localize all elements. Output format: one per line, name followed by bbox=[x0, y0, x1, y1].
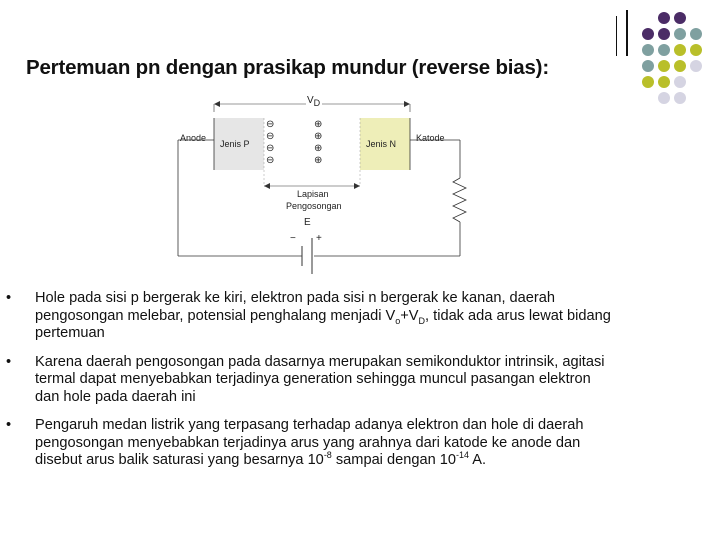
bullet-item-1 bbox=[6, 290, 618, 343]
bullet-list bbox=[6, 290, 618, 481]
bullet-item-3 bbox=[6, 417, 618, 470]
decorative-dot bbox=[674, 92, 686, 104]
decorative-dot bbox=[674, 76, 686, 88]
decorative-dot bbox=[642, 76, 654, 88]
positive-ion-row: ⊕ bbox=[314, 143, 327, 154]
decorative-dot bbox=[658, 76, 670, 88]
decorative-dot bbox=[642, 44, 654, 56]
decorative-dot bbox=[690, 28, 702, 40]
decorative-dot bbox=[674, 28, 686, 40]
vd-label: $V_D$ bbox=[307, 95, 321, 108]
n-side-charges bbox=[314, 118, 360, 170]
decorative-dot bbox=[690, 60, 702, 72]
decorative-dot bbox=[658, 60, 670, 72]
page-title: Pertemuan pn dengan prasikap mundur (reverse bias): bbox=[26, 56, 549, 79]
bullet-3-text: Pengaruh medan listrik yang terpasang terhadap adanya elektron dan hole di daerah pengosongan menyebabkan terjadinya arus yang arahnya dari katode ke anode dan disebut arus balik saturasi yang besarnya $10^{-8}$ sampai dengan $10^{-14}$ A. bbox=[35, 417, 584, 468]
decorative-dot bbox=[690, 44, 702, 56]
pn-junction-diagram bbox=[170, 90, 480, 280]
bullet-2-text: Karena daerah pengosongan pada dasarnya merupakan semikonduktor intrinsik, agitasi termal dapat menyebabkan terjadinya generation sehingga muncul pasangan elektron dan hole pada daerah ini bbox=[35, 353, 605, 405]
decorative-dot bbox=[658, 12, 670, 24]
anode-label: Anode bbox=[180, 133, 207, 143]
n-type-label: Jenis N bbox=[366, 139, 397, 149]
decorative-dot bbox=[642, 28, 654, 40]
negative-ion-row: ⊖ bbox=[266, 131, 279, 142]
depletion-label-line1: Lapisan bbox=[297, 189, 329, 199]
depletion-label-line2: Pengosongan bbox=[286, 201, 342, 211]
p-side-charges bbox=[266, 118, 312, 170]
depletion-arrow-left bbox=[264, 183, 270, 189]
vd-arrow-left bbox=[214, 101, 220, 107]
decorative-dot-grid bbox=[640, 10, 720, 120]
depletion-arrow-right bbox=[354, 183, 360, 189]
divider-line-right bbox=[626, 10, 628, 56]
p-type-label: Jenis P bbox=[220, 139, 250, 149]
decorative-dot bbox=[658, 44, 670, 56]
katode-label: Katode bbox=[416, 133, 445, 143]
battery-label: E bbox=[304, 217, 311, 228]
resistor bbox=[453, 178, 466, 222]
negative-ion-row: ⊖ bbox=[266, 155, 279, 166]
minus-sign: − bbox=[290, 233, 296, 244]
divider-line-left bbox=[616, 16, 617, 56]
decorative-dot bbox=[642, 60, 654, 72]
decorative-dot bbox=[674, 12, 686, 24]
bullet-marker: • bbox=[6, 353, 12, 370]
bullet-1-text: Hole pada sisi p bergerak ke kiri, elektron pada sisi n bergerak ke kanan, daerah pengosongan melebar, potensial penghalang menjadi $V_o+V_D$, tidak ada arus lewat bidang pertemuan bbox=[35, 290, 611, 341]
bullet-marker: • bbox=[6, 417, 12, 433]
negative-ion-row: ⊖ bbox=[266, 143, 279, 154]
plus-sign: + bbox=[316, 233, 322, 244]
bullet-item-2 bbox=[6, 354, 618, 407]
decorative-dot bbox=[658, 92, 670, 104]
positive-ion-row: ⊕ bbox=[314, 119, 327, 130]
decorative-dot bbox=[674, 60, 686, 72]
positive-ion-row: ⊕ bbox=[314, 155, 327, 166]
decorative-dot bbox=[658, 28, 670, 40]
negative-ion-row: ⊖ bbox=[266, 119, 279, 130]
positive-ion-row: ⊕ bbox=[314, 131, 327, 142]
bullet-marker: • bbox=[6, 290, 12, 306]
decorative-dot bbox=[674, 44, 686, 56]
vd-arrow-right bbox=[404, 101, 410, 107]
